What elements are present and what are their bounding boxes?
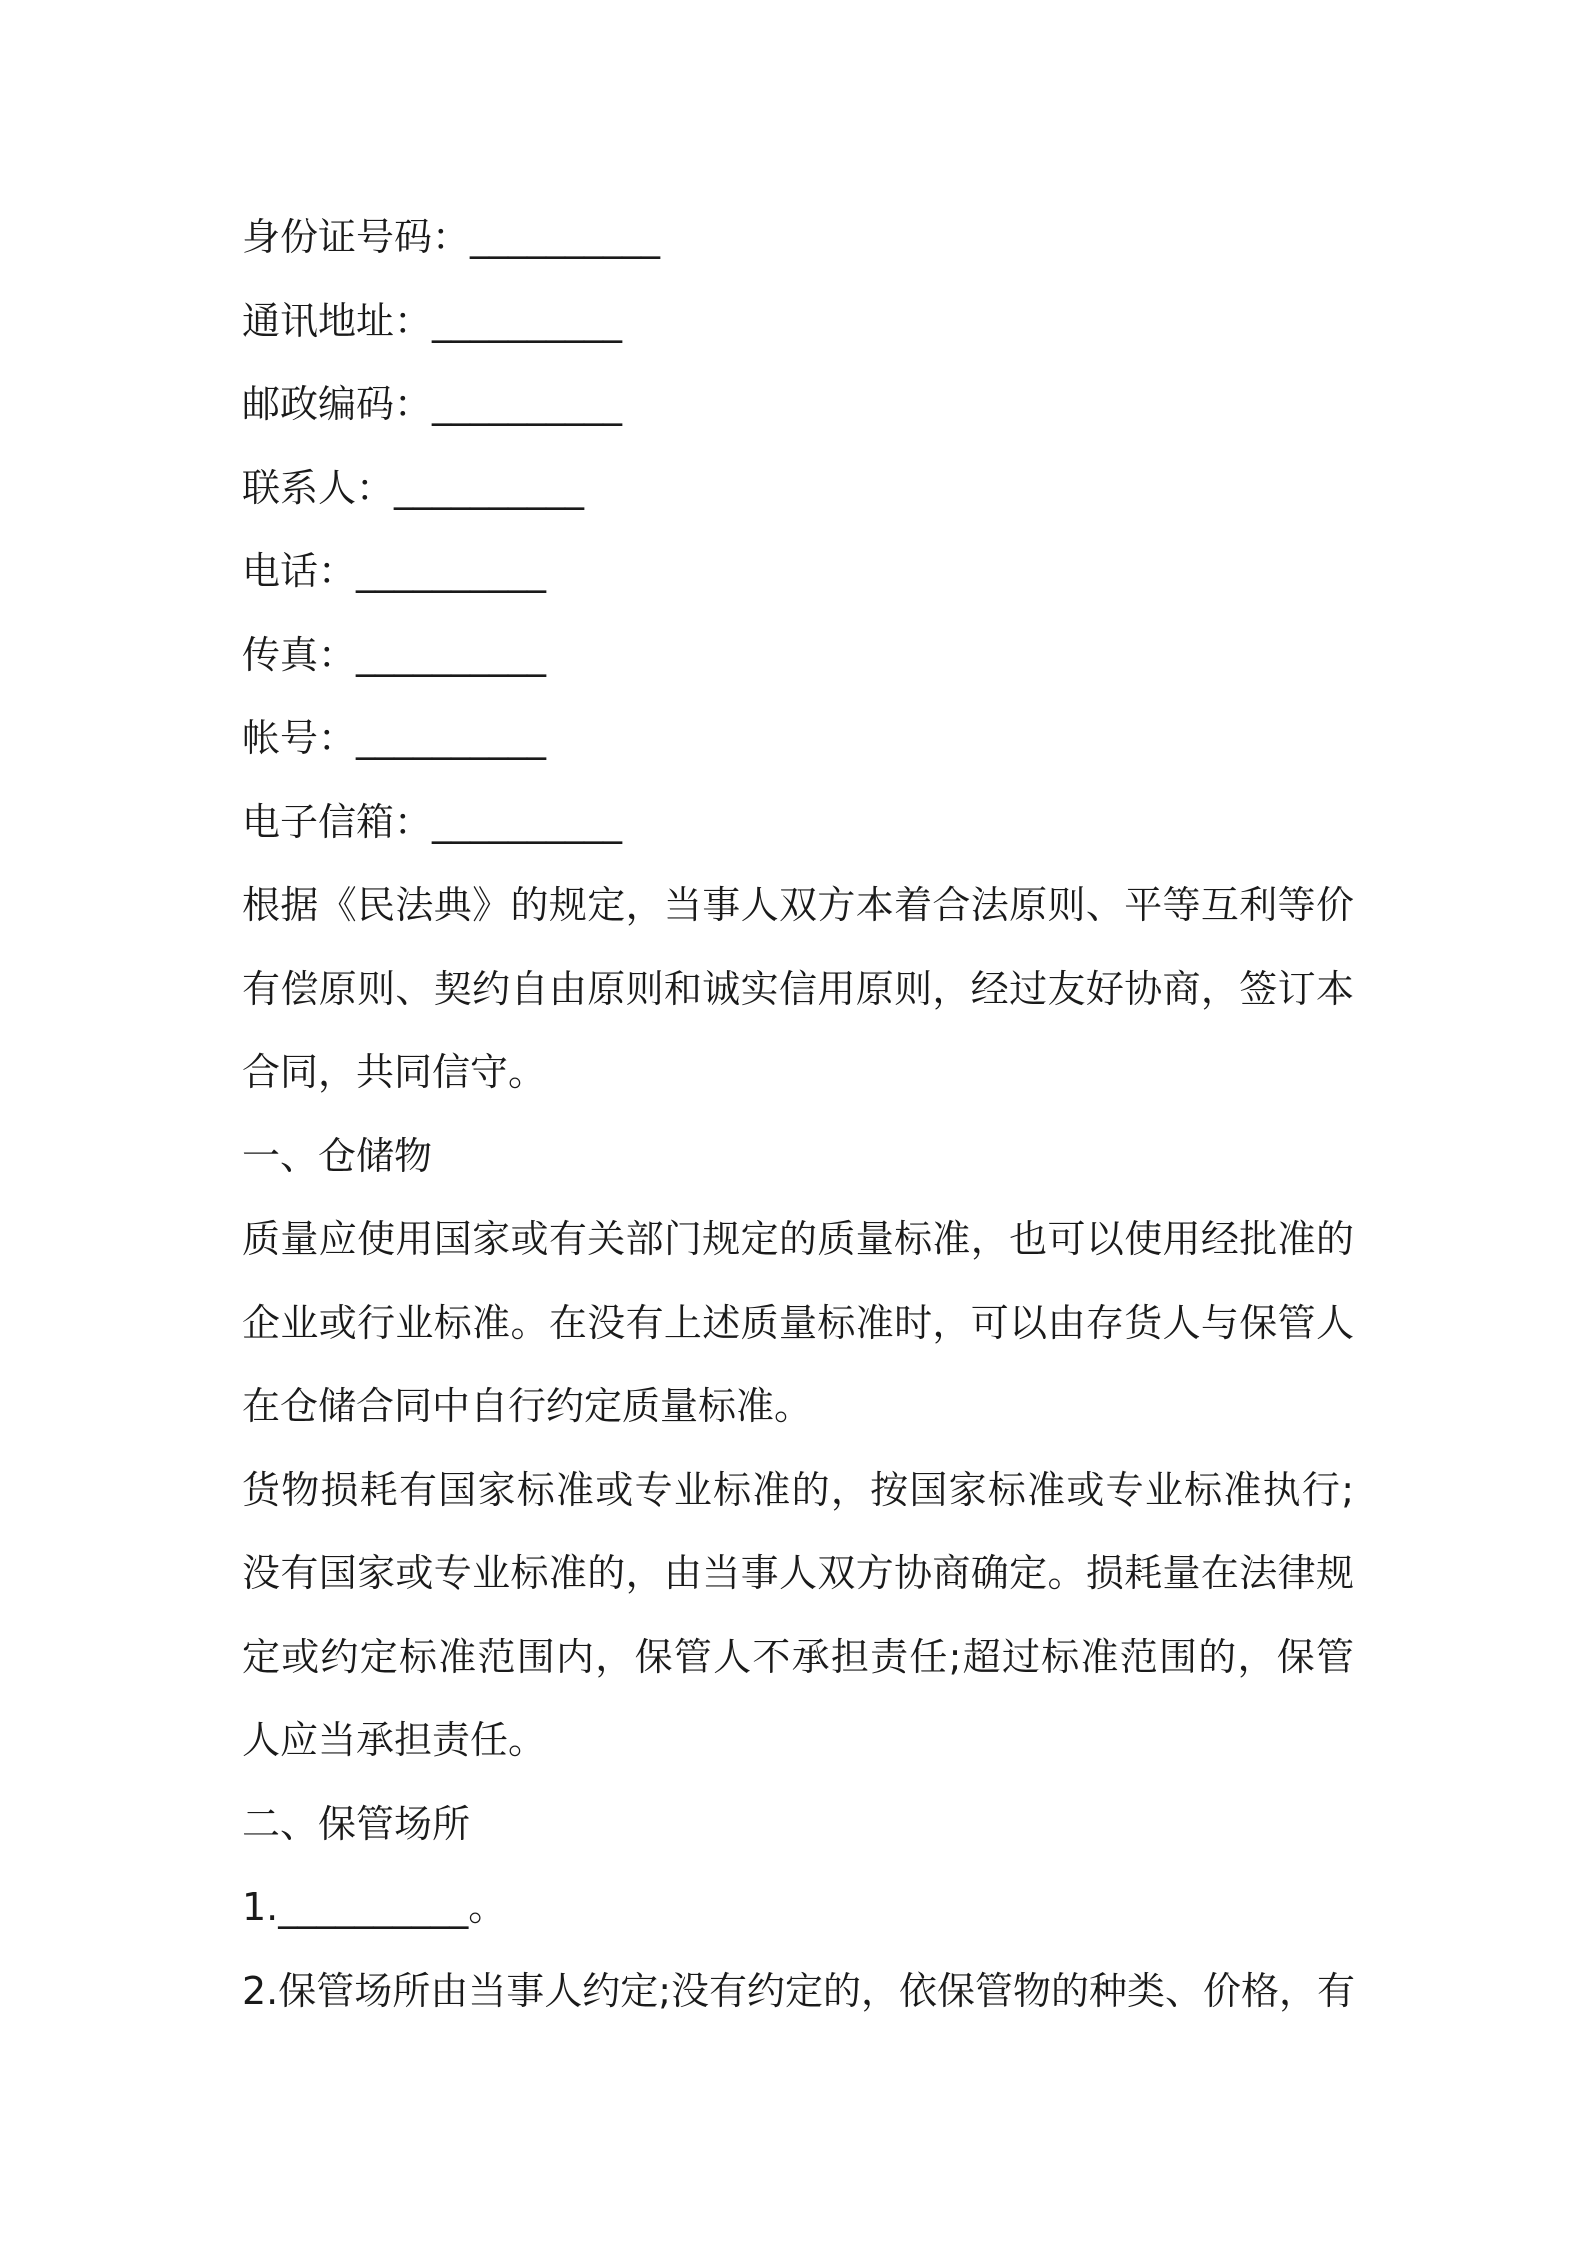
field-phone: 电话：__________ <box>242 549 547 593</box>
field-id-number: 身份证号码：__________ <box>242 215 661 259</box>
field-contact-person: 联系人：__________ <box>242 465 585 510</box>
field-email: 电子信箱：__________ <box>242 799 623 844</box>
section-2-item-2: 2.保管场所由当事人约定;没有约定的，依保管物的种类、价格，有 <box>242 1968 1356 2013</box>
section-2-heading: 二、保管场所 <box>242 1801 471 1846</box>
field-mailing-address: 通讯地址：__________ <box>242 298 623 343</box>
section-1-paragraph-quality: 质量应使用国家或有关部门规定的质量标准，也可以使用经批准的企业或行业标准。在没有上述质量标准时，可以由存货人与保管人在仓储合同中自行约定质量标准。 <box>242 1217 1354 1428</box>
field-fax: 传真：__________ <box>242 632 547 677</box>
document-body <box>242 196 1354 2033</box>
section-1-heading: 一、仓储物 <box>242 1133 433 1178</box>
field-postal-code: 邮政编码：__________ <box>242 382 623 426</box>
field-account-number: 帐号：__________ <box>242 716 547 760</box>
section-1-paragraph-loss: 货物损耗有国家标准或专业标准的，按国家标准或专业标准执行;没有国家或专业标准的，由当事人双方协商确定。损耗量在法律规定或约定标准范围内，保管人不承担责任;超过标准范围的，保管人应当承担责任。 <box>242 1467 1354 1762</box>
intro-paragraph: 根据《民法典》的规定，当事人双方本着合法原则、平等互利等价有偿原则、契约自由原则和诚实信用原则，经过友好协商，签订本合同，共同信守。 <box>242 883 1354 1094</box>
section-2-item-1: 1.__________。 <box>242 1885 507 1929</box>
